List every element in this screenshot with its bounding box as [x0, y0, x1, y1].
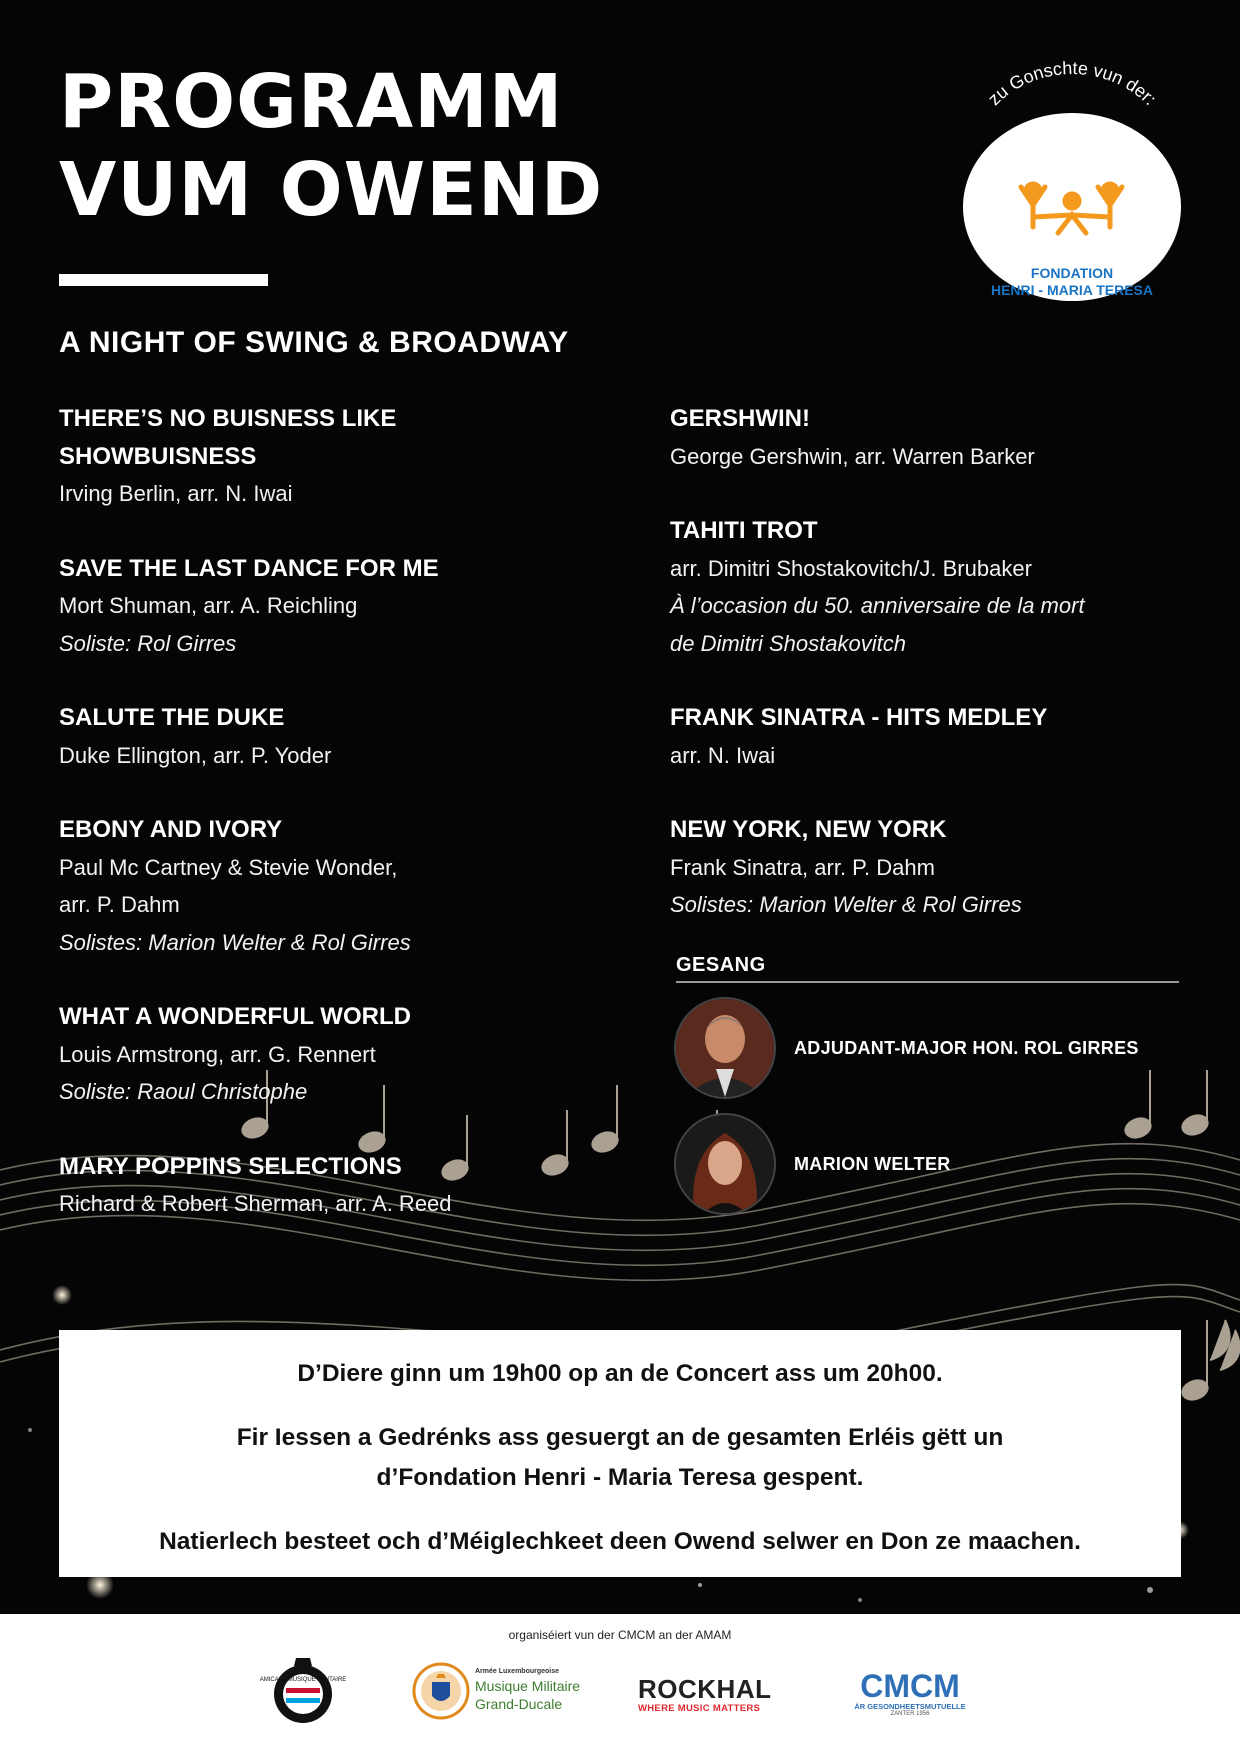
piece-credit: Richard & Robert Sherman, arr. A. Reed	[59, 1191, 452, 1216]
amam-logo-icon	[259, 1654, 347, 1726]
sponsor-tagline: zu Gonschte vun der:	[983, 57, 1161, 110]
piece-title: FRANK SINATRA - HITS MEDLEY	[670, 704, 1048, 731]
program-item	[59, 811, 619, 961]
program-item	[59, 550, 619, 663]
program-column-right	[670, 400, 1190, 961]
event-info-box	[59, 1330, 1181, 1577]
singer-name: MARION WELTER	[794, 1153, 951, 1174]
cmcm-tagline: ÄR GESONDHEETSMUTUELLE	[854, 1702, 966, 1711]
mm-small-text: Armée Luxembourgeoise	[475, 1668, 560, 1675]
piece-title: THERE’S NO BUISNESS LIKE SHOWBUISNESS	[59, 405, 397, 470]
piece-title: SALUTE THE DUKE	[59, 704, 285, 731]
info-donation-1: Fir Iessen a Gedrénks ass gesuergt an de gesamten Erléis gëtt un	[236, 1424, 1004, 1451]
rockhal-name: ROCKHAL	[638, 1674, 772, 1704]
info-donation-2: d’Fondation Henri - Maria Teresa gespent.	[376, 1464, 864, 1491]
program-item	[59, 699, 619, 774]
program-item	[670, 811, 1190, 924]
footer	[0, 1614, 1240, 1754]
piece-credit: Louis Armstrong, arr. G. Rennert	[59, 1041, 376, 1067]
singer-portrait-marion-welter	[674, 1113, 776, 1215]
title-underline	[59, 274, 268, 286]
rockhal-logo	[638, 1674, 788, 1714]
amam-text: AMICALE MUSIQUE MILITAIRE	[259, 1677, 347, 1683]
piece-soloist: Solistes: Marion Welter & Rol Girres	[670, 892, 1022, 917]
piece-credit: Irving Berlin, arr. N. Iwai	[59, 481, 293, 506]
piece-title: NEW YORK, NEW YORK	[670, 816, 947, 843]
mm-line-1: Musique Militaire	[475, 1678, 581, 1694]
piece-credit: George Gershwin, arr. Warren Barker	[670, 443, 1035, 469]
organizer-note: organiséiert vun der CMCM an der AMAM	[508, 1628, 732, 1642]
program-item	[670, 699, 1190, 774]
piece-soloist: Solistes: Marion Welter & Rol Girres	[59, 929, 411, 955]
musique-militaire-crest-icon	[412, 1662, 470, 1720]
piece-credit: Mort Shuman, arr. A. Reichling	[59, 593, 358, 618]
piece-title: SAVE THE LAST DANCE FOR ME	[59, 554, 439, 582]
piece-credit: arr. P. Dahm	[59, 892, 180, 917]
singer-row	[674, 996, 1194, 1100]
piece-title: EBONY AND IVORY	[59, 816, 283, 843]
fondation-name: FONDATION HENRI - MARIA TERESA	[990, 265, 1154, 298]
fondation-badge	[963, 55, 1173, 305]
title-line-2: VUM OWEND	[59, 147, 604, 233]
program-item	[670, 400, 1190, 475]
piece-credit: arr. Dimitri Shostakovitch/J. Brubaker	[670, 555, 1032, 581]
cmcm-name: CMCM	[860, 1668, 960, 1704]
rockhal-tagline: WHERE MUSIC MATTERS	[638, 1703, 761, 1714]
piece-soloist: Soliste: Rol Girres	[59, 630, 237, 656]
piece-title: WHAT A WONDERFUL WORLD	[59, 1003, 411, 1030]
singer-portrait-rol-girres	[674, 997, 776, 1099]
piece-credit: Frank Sinatra, arr. P. Dahm	[670, 854, 935, 880]
program-item	[59, 998, 619, 1111]
piece-soloist: Soliste: Raoul Christophe	[59, 1079, 308, 1104]
singer-row	[674, 1112, 1194, 1216]
singer-name: ADJUDANT-MAJOR HON. ROL GIRRES	[794, 1037, 1139, 1058]
musique-militaire-logo	[412, 1662, 582, 1722]
piece-title: GERSHWIN!	[670, 405, 810, 432]
fondation-logo-icon	[963, 175, 1181, 255]
piece-note: À l’occasion du 50. anniversaire de la mort de Dimitri Shostakovitch	[670, 593, 1085, 656]
gesang-heading: GESANG	[676, 954, 1179, 983]
info-doors: D’Diere ginn um 19h00 op an de Concert ass um 20h00.	[297, 1360, 943, 1387]
piece-title: MARY POPPINS SELECTIONS	[59, 1152, 402, 1180]
program-item	[59, 1148, 619, 1223]
piece-credit: arr. N. Iwai	[670, 742, 776, 768]
title-line-1: PROGRAMM	[59, 59, 564, 145]
page-title	[59, 58, 603, 234]
piece-credit: Duke Ellington, arr. P. Yoder	[59, 742, 332, 768]
cmcm-since: ZANTER 1956	[890, 1711, 930, 1717]
cmcm-logo	[850, 1670, 970, 1730]
piece-credit: Paul Mc Cartney & Stevie Wonder,	[59, 854, 398, 880]
info-donation-3: Natierlech besteet och d’Méiglechkeet deen Owend selwer en Don ze maachen.	[159, 1528, 1081, 1555]
mm-line-2: Grand-Ducale	[475, 1696, 563, 1712]
program-item	[59, 400, 619, 513]
program-item	[670, 512, 1190, 662]
piece-title: TAHITI TROT	[670, 517, 818, 544]
program-subtitle: A NIGHT OF SWING & BROADWAY	[59, 326, 569, 359]
program-column-left	[59, 400, 619, 1260]
